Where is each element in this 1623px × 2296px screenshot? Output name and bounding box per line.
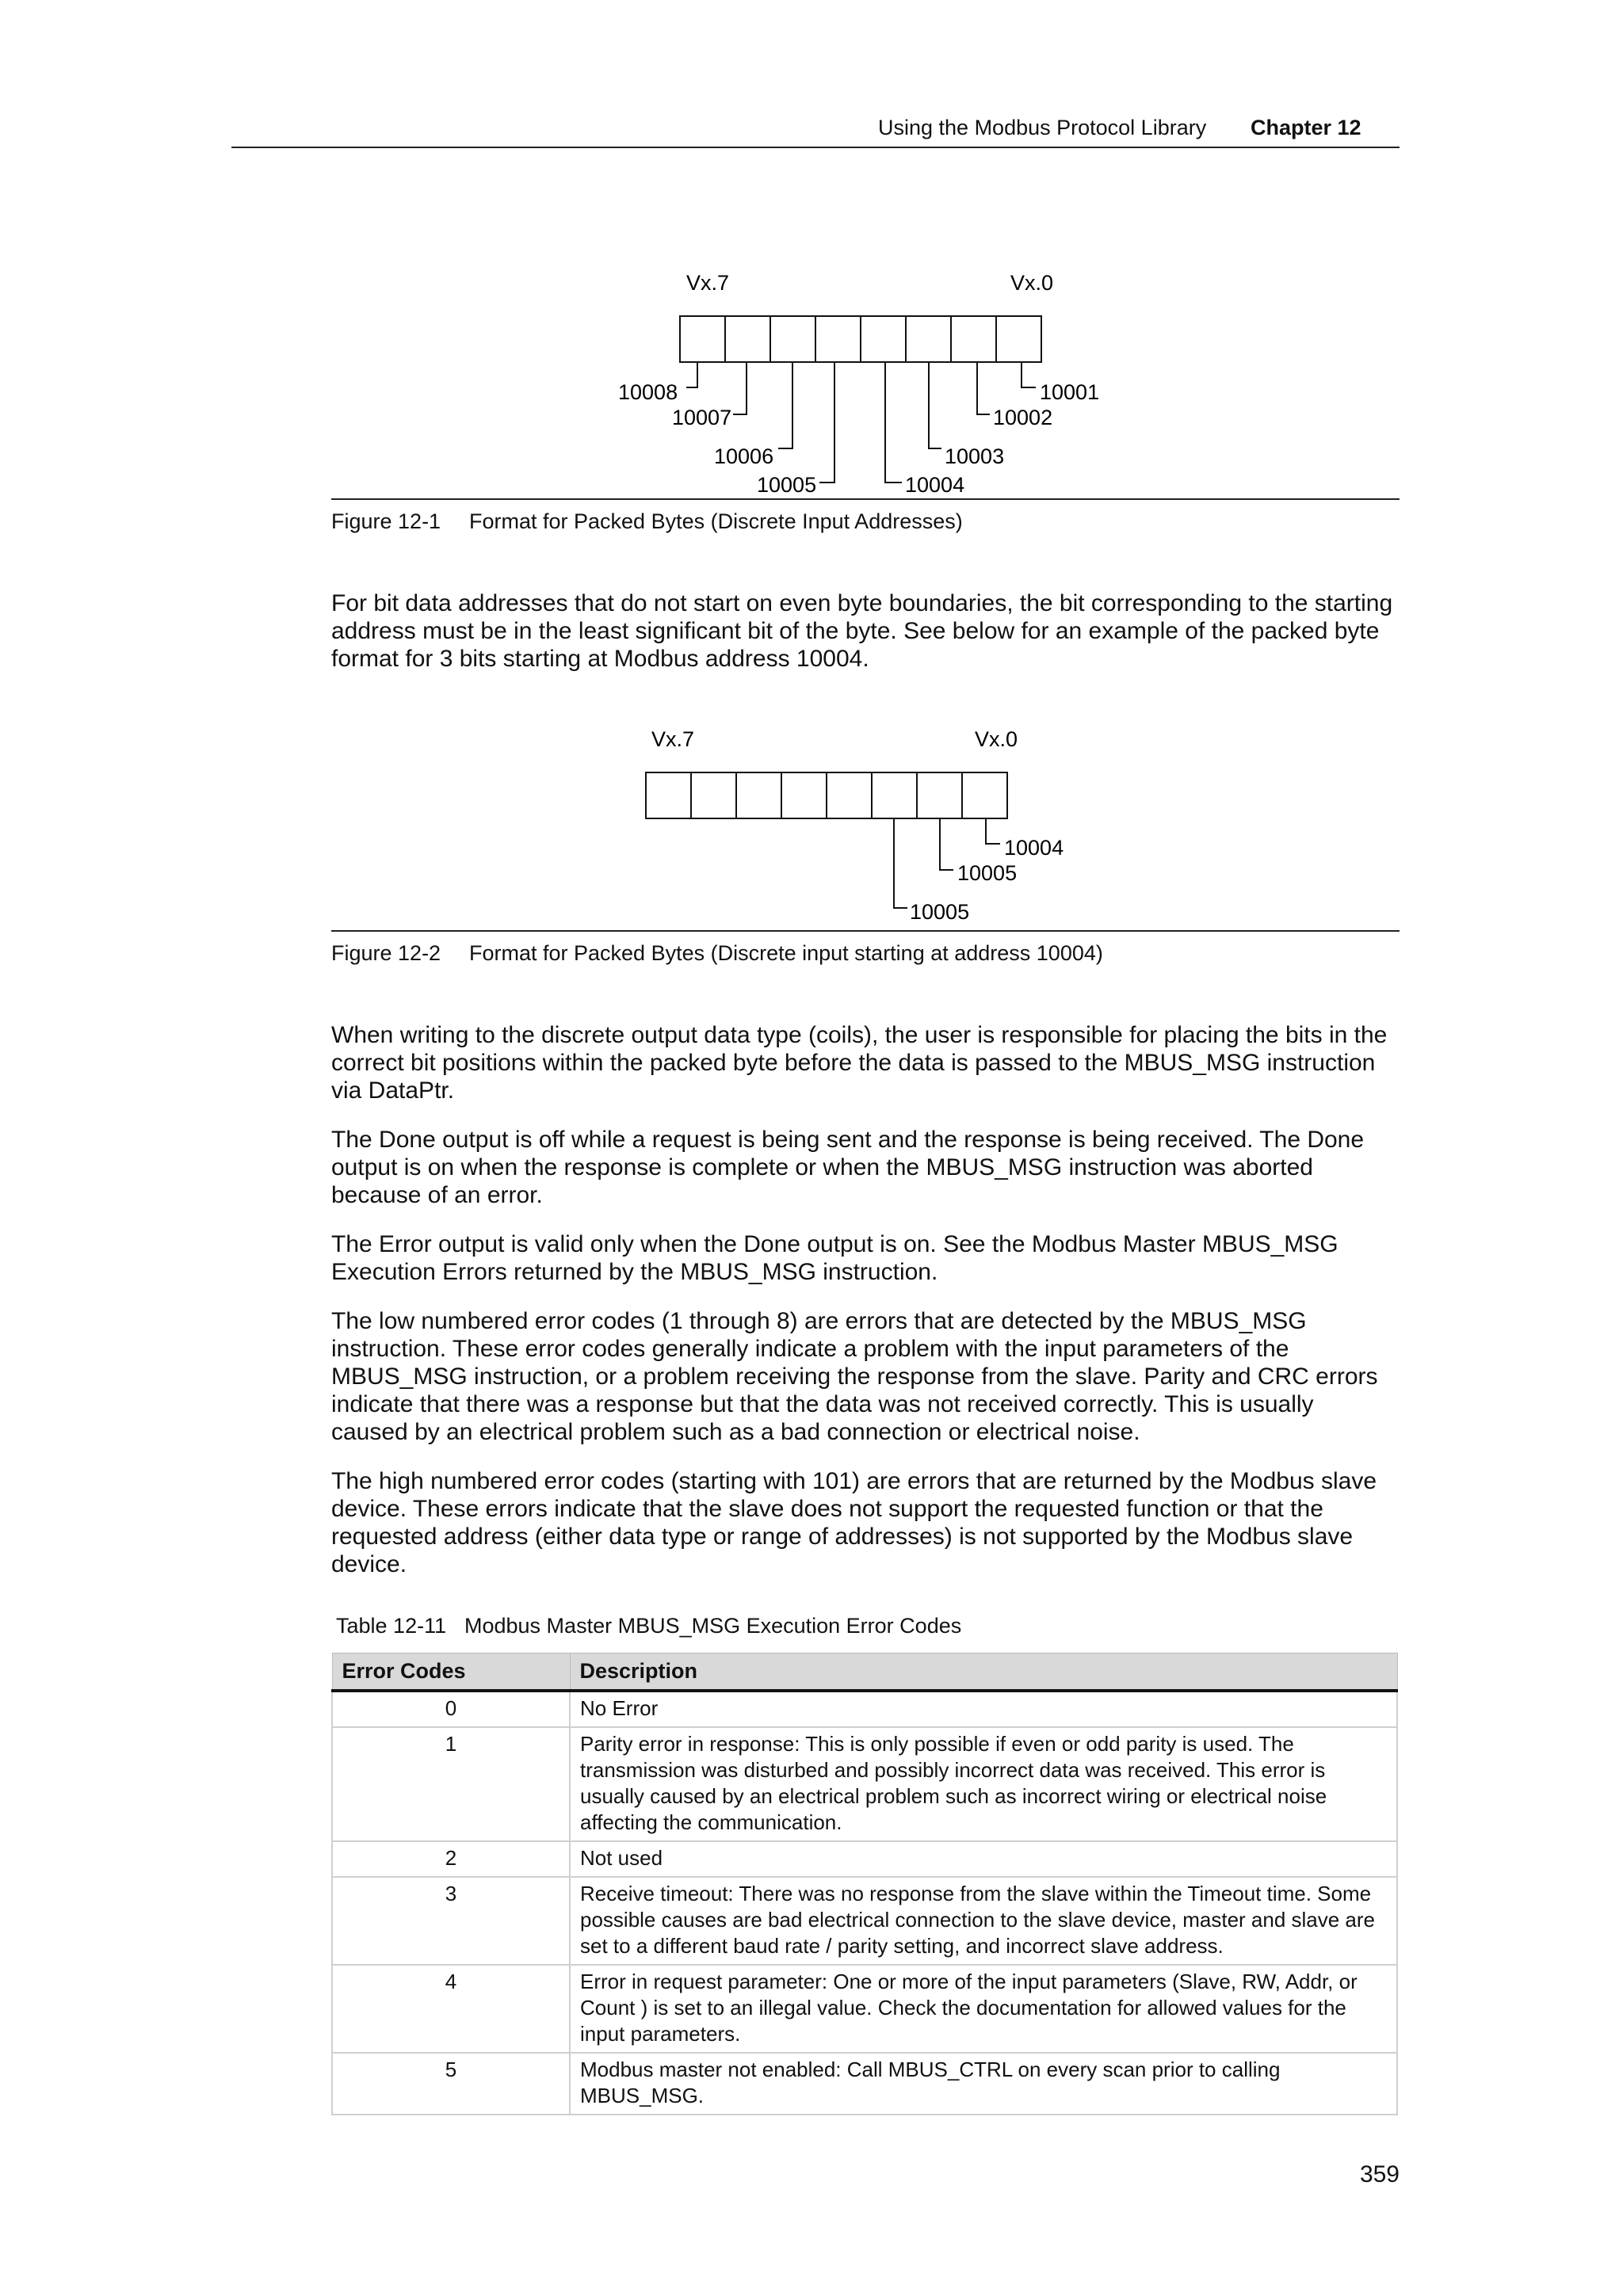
figure1-rule <box>331 498 1400 500</box>
figure1-address-10008: 10008 <box>618 380 678 404</box>
figure1-address-10005: 10005 <box>757 473 817 497</box>
figure1-address-10001: 10001 <box>1040 380 1100 404</box>
table-row <box>332 1877 1397 1965</box>
running-header-chapter: Chapter 12 <box>1251 116 1361 139</box>
figure2-rule <box>331 930 1400 932</box>
error-codes-table <box>331 1653 1398 2115</box>
column-header-description: Description <box>570 1653 1397 1691</box>
figure2-vx0-label: Vx.0 <box>975 727 1018 751</box>
error-description-cell: Parity error in response: This is only possible if even or odd parity is used. The transmission was disturbed and possibly incorrect data was received. This error is usually caused by an electrical problem such as incorrect wiring or electrical noise affecting the communication. <box>570 1727 1397 1841</box>
figure1-caption-number: Figure 12-1 <box>331 509 441 533</box>
error-description-cell: Modbus master not enabled: Call MBUS_CTRL on every scan prior to calling MBUS_MSG. <box>570 2053 1397 2115</box>
error-code-cell: 2 <box>332 1841 570 1877</box>
body-paragraph-5: The low numbered error codes (1 through 8) are errors that are detected by the MBUS_MSG instruction. These error codes generally indicate a problem with the input parameters of the MBUS_MSG instruction, or a problem receiving the response from the slave. Parity and CRC errors indicate that there was a response but that the data was not received correctly. This is usually caused by an electrical problem such as a bad connection or electrical noise. <box>331 1308 1378 1445</box>
table-header-row <box>332 1653 1397 1691</box>
page-number: 359 <box>1359 2161 1400 2187</box>
error-code-cell: 0 <box>332 1691 570 1727</box>
figure-12-2-diagram <box>0 697 1623 935</box>
running-header-section: Using the Modbus Protocol Library <box>878 116 1207 139</box>
figure1-address-10004: 10004 <box>905 473 965 497</box>
table-row <box>332 1691 1397 1727</box>
figure2-address-10004: 10004 <box>1004 836 1064 860</box>
figure1-caption-text: Format for Packed Bytes (Discrete Input Addresses) <box>469 509 963 533</box>
column-header-error-codes: Error Codes <box>332 1653 570 1691</box>
error-code-cell: 5 <box>332 2053 570 2115</box>
figure2-address-10005: 10005 <box>957 861 1018 885</box>
table-caption-text: Modbus Master MBUS_MSG Execution Error Codes <box>464 1614 962 1638</box>
table-caption-number: Table 12-11 <box>336 1614 447 1638</box>
error-description-cell: Receive timeout: There was no response from the slave within the Timeout time. Some possible causes are bad electrical connection to the slave device, master and slave are set to a different baud rate / parity setting, and incorrect slave address. <box>570 1877 1397 1965</box>
figure1-vx7-label: Vx.7 <box>686 271 730 295</box>
figure2-address-10005-b: 10005 <box>910 900 970 924</box>
body-paragraph-4: The Error output is valid only when the Done output is on. See the Modbus Master MBUS_MSG Execution Errors returned by the MBUS_MSG instruction. <box>331 1231 1338 1285</box>
figure-12-1-diagram <box>0 0 1623 507</box>
body-paragraph-2: When writing to the discrete output data type (coils), the user is responsible for placing the bits in the correct bit positions within the packed byte before the data is passed to the MBUS_MSG instruction via DataPtr. <box>331 1022 1388 1104</box>
error-description-cell: No Error <box>570 1691 1397 1727</box>
figure1-vx0-label: Vx.0 <box>1010 271 1054 295</box>
figure1-address-10003: 10003 <box>945 444 1005 468</box>
table-row <box>332 1727 1397 1841</box>
error-code-cell: 4 <box>332 1965 570 2053</box>
table-row <box>332 1965 1397 2053</box>
figure2-caption-text: Format for Packed Bytes (Discrete input starting at address 10004) <box>469 941 1103 965</box>
figure1-address-10006: 10006 <box>714 444 774 468</box>
figure2-vx7-label: Vx.7 <box>651 727 695 751</box>
figure1-address-10002: 10002 <box>993 406 1053 429</box>
figure1-address-10007: 10007 <box>672 406 732 429</box>
table-row <box>332 1841 1397 1877</box>
error-code-cell: 3 <box>332 1877 570 1965</box>
figure2-byte-cells <box>646 772 1007 818</box>
table-row <box>332 2053 1397 2115</box>
body-paragraph-1: For bit data addresses that do not start on even byte boundaries, the bit corresponding to the starting address must be in the least significant bit of the byte. See below for an example of the packed byte format for 3 bits starting at Modbus address 10004. <box>331 590 1393 672</box>
error-description-cell: Error in request parameter: One or more of the input parameters (Slave, RW, Addr, or Count ) is set to an illegal value. Check the documentation for allowed values for the input parameters. <box>570 1965 1397 2053</box>
error-code-cell: 1 <box>332 1727 570 1841</box>
figure2-caption-number: Figure 12-2 <box>331 941 441 965</box>
figure1-byte-cells <box>680 316 1041 362</box>
error-description-cell: Not used <box>570 1841 1397 1877</box>
body-paragraph-6: The high numbered error codes (starting with 101) are errors that are returned by the Modbus slave device. These errors indicate that the slave does not support the requested function or that the requested address (either data type or range of addresses) is not supported by the Modbus slave device. <box>331 1468 1377 1577</box>
body-paragraph-3: The Done output is off while a request is being sent and the response is being received. The Done output is on when the response is complete or when the MBUS_MSG instruction was aborted because of an error. <box>331 1127 1365 1208</box>
